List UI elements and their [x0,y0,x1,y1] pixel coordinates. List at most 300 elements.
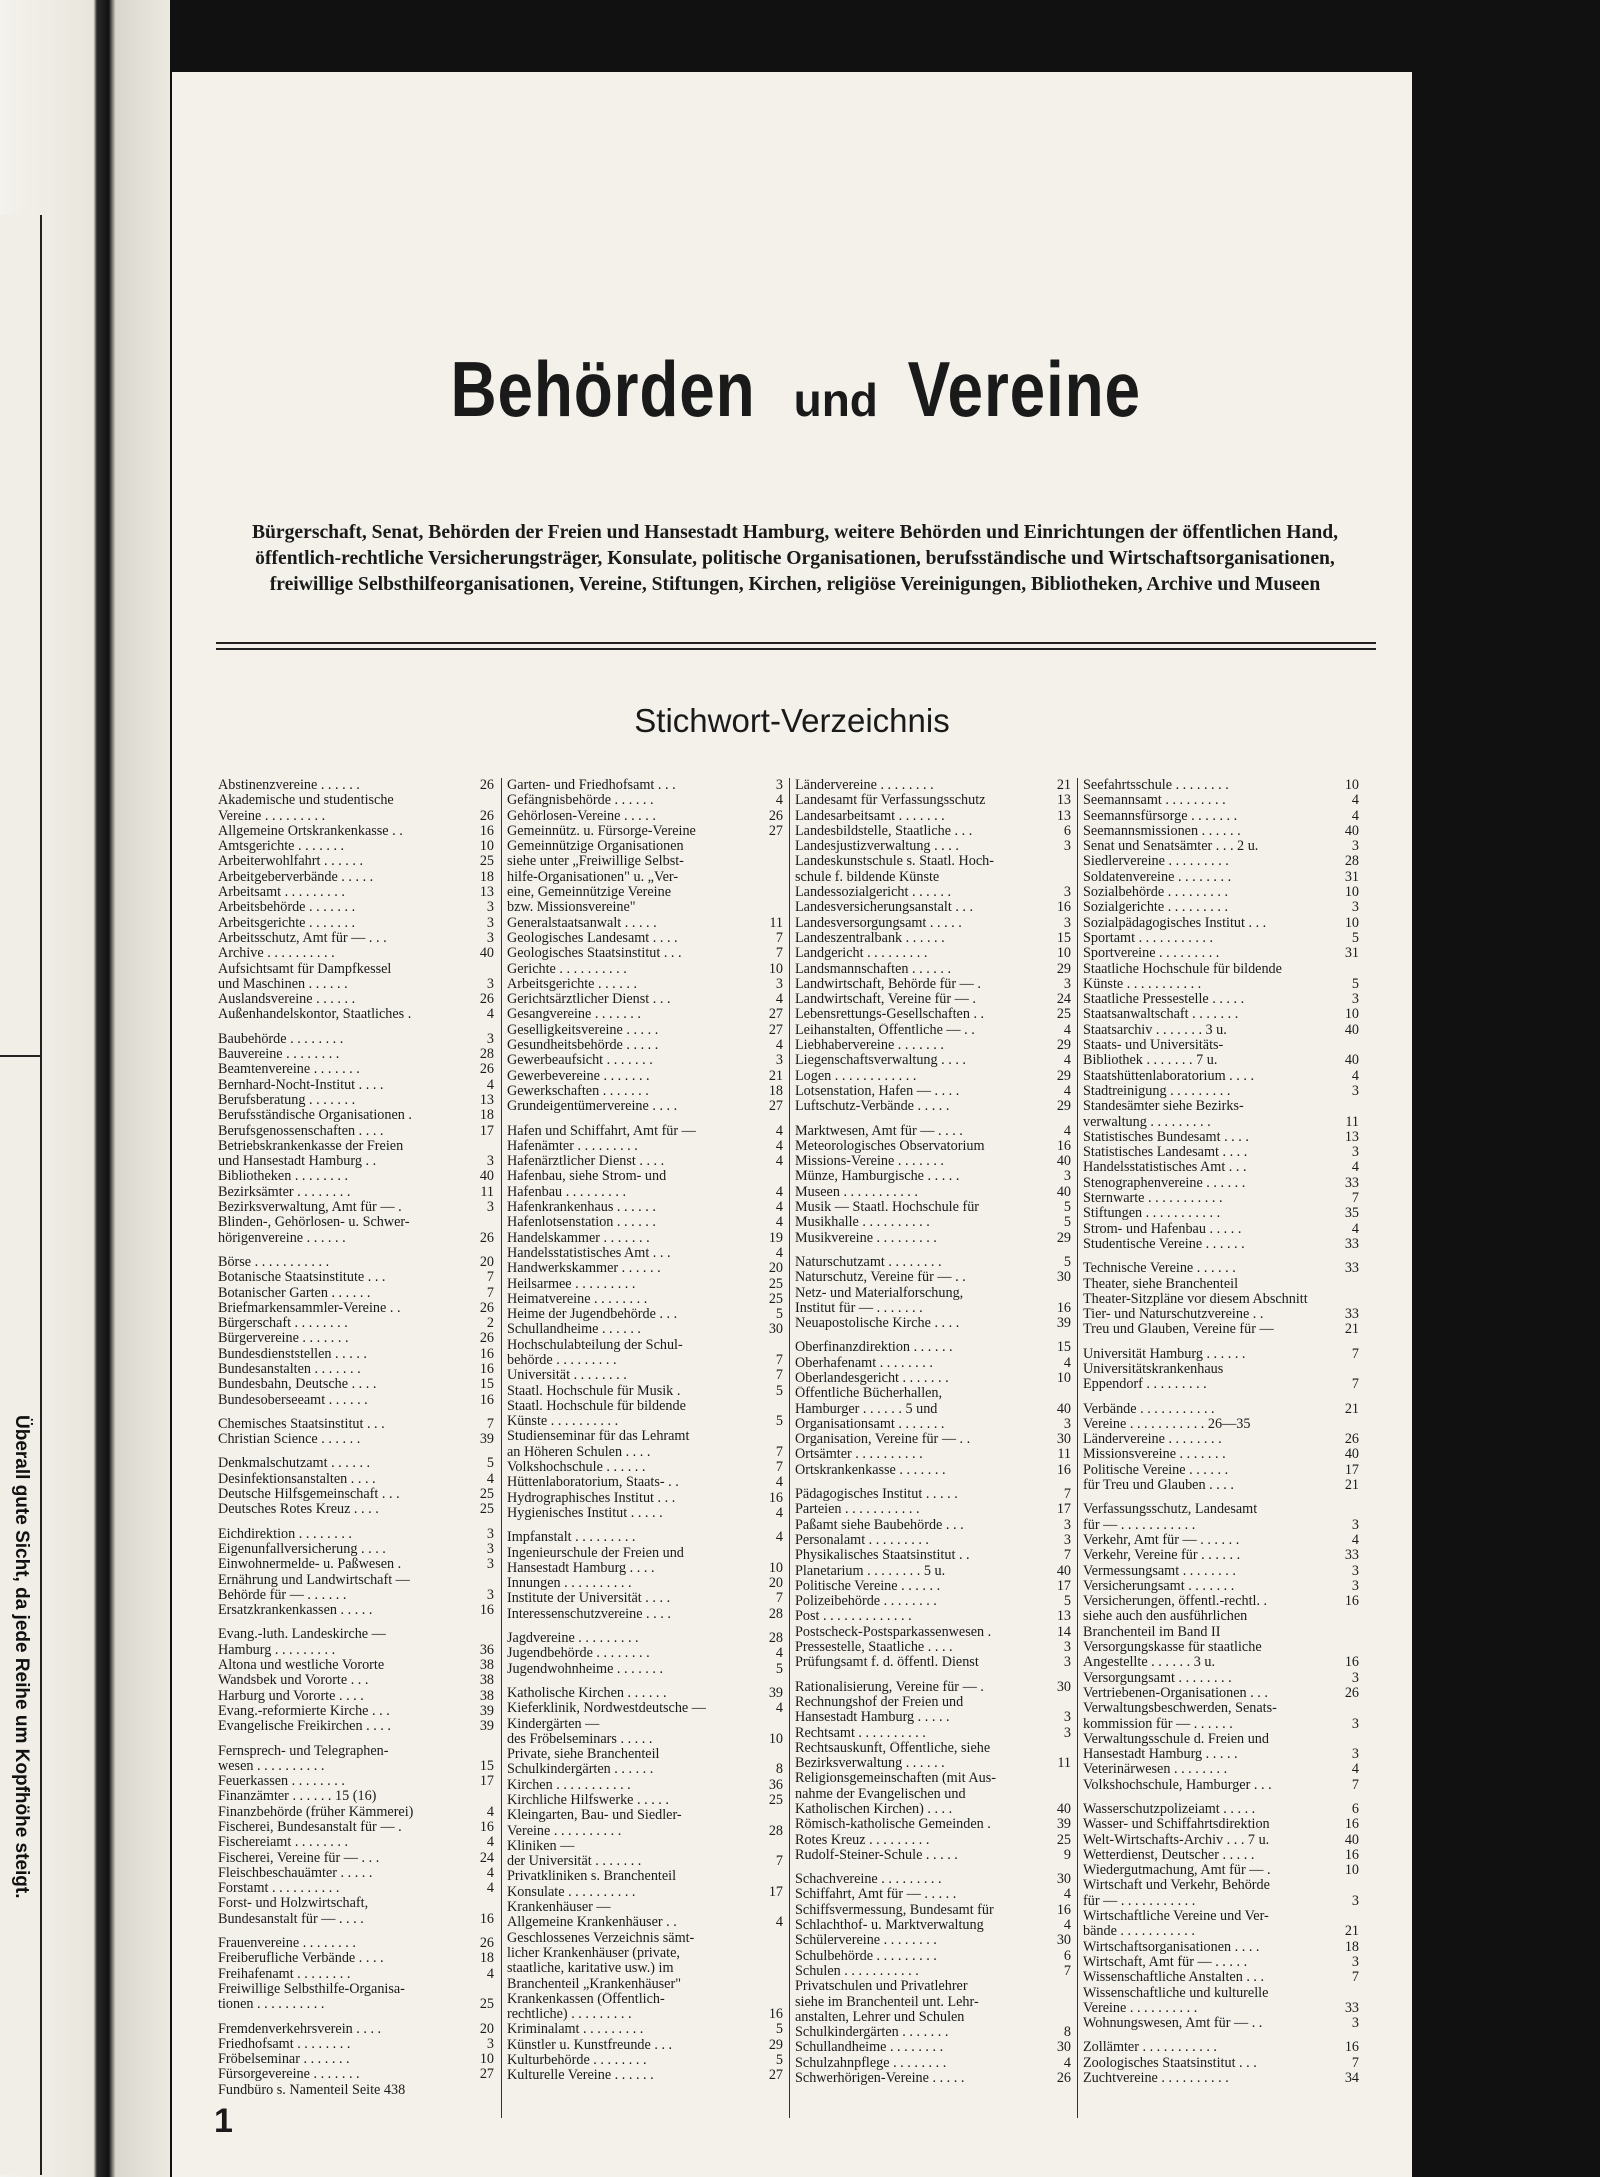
entry-term: Wasserschutzpolizeiamt . . . . . [1083,1802,1256,1817]
entry-term: Harburg und Vororte . . . . [218,1688,364,1704]
entry-term: Bundesanstalten . . . . . . . [218,1361,361,1377]
entry-page: 36 [479,1642,494,1658]
entry-term: Gesangvereine . . . . . . . [507,1007,641,1023]
entry-term: Hydrographisches Institut . . . [507,1490,676,1506]
entry-page: 40 [1344,1832,1359,1848]
index-entry [507,1322,783,1337]
entry-page: 40 [1344,823,1359,839]
entry-term: Gewerbevereine . . . . . . . [507,1068,650,1084]
entry-page [1338,1099,1359,1114]
entry-page: 33 [1344,2000,1359,2016]
entry-term: Schwerhörigen-Vereine . . . . . [795,2071,965,2087]
entry-page: 3 [1351,1145,1359,1161]
entry-page: 9 [1063,1847,1071,1863]
entry-page: 5 [1351,930,1359,946]
index-entry [507,1885,783,1900]
index-entry [795,946,1071,961]
entry-term: Landeskunstschule s. Staatl. Hoch- [795,854,994,870]
entry-page [1338,962,1359,977]
entry-page [473,1573,494,1588]
entry-term: Personalamt . . . . . . . . . [795,1532,929,1548]
entry-term: Künste . . . . . . . . . . [507,1414,619,1430]
entry-term: Freiwillige Selbsthilfe-Organisa- [218,1981,405,1997]
entry-page: 10 [768,1731,783,1747]
entry-term: Wiedergutmachung, Amt für — . [1083,1863,1271,1879]
entry-page [762,870,783,885]
index-entry [1083,1176,1359,1191]
entry-page: 26 [768,808,783,824]
index-entry [795,1933,1071,1948]
entry-term: Privatschulen und Privatlehrer [795,1979,968,1995]
entry-term: hilfe-Organisationen" u. „Ver- [507,869,679,885]
entry-term: Vereine . . . . . . . . . . [1083,2000,1198,2016]
entry-term: anstalten, Lehrer und Schulen [795,2009,965,2025]
index-entry [795,931,1071,946]
entry-page: 5 [775,1307,783,1323]
entry-term: Allgemeine Krankenhäuser . . [507,1915,677,1931]
entry-page: 16 [1344,1655,1359,1671]
entry-term: Staatshüttenlaboratorium . . . . [1083,1068,1255,1084]
entry-term: Geologisches Landesamt . . . . [507,930,678,946]
entry-term: Ingenieurschule der Freien und [507,1545,684,1561]
index-entry [1083,809,1359,824]
entry-page [473,1627,494,1642]
entry-term: Gewerbeaufsicht . . . . . . . [507,1053,653,1069]
entry-page: 3 [1063,976,1071,992]
entry-term: Polizeibehörde . . . . . . . . [795,1594,937,1610]
entry-term: Schullandheime . . . . . . . . [795,2040,944,2056]
entry-term: Lebensrettungs-Gesellschaften . . [795,1007,985,1023]
index-entry [507,2068,783,2083]
index-entry [218,1719,494,1734]
entry-page: 29 [1056,1099,1071,1115]
entry-page: 15 [1056,930,1071,946]
entry-term: Finanzbehörde (früher Kämmerei) [218,1804,414,1820]
entry-gap [218,1023,494,1032]
index-entry [795,1833,1071,1848]
entry-page: 4 [1351,1068,1359,1084]
entry-term: Börse . . . . . . . . . . . [218,1254,330,1270]
entry-page: 13 [1056,793,1071,809]
entry-term: Frauenvereine . . . . . . . . [218,1936,356,1952]
index-entry [795,1502,1071,1517]
entry-term: Ortskrankenkasse . . . . . . . [795,1462,946,1478]
index-entry [1083,1762,1359,1777]
entry-page: 10 [1344,885,1359,901]
entry-page [1338,1038,1359,1053]
entry-term: Paßamt siehe Baubehörde . . . [795,1517,964,1533]
index-entry [507,1701,783,1716]
index-column-3 [795,778,1071,2086]
entry-term: rechtliche) . . . . . . . . . [507,2007,632,2023]
entry-term: Hafenärztlicher Dienst . . . . [507,1154,665,1170]
index-entry [218,1231,494,1246]
entry-page: 40 [1344,1053,1359,1069]
entry-page: 40 [1056,1154,1071,1170]
entry-term: schule f. bildende Künste [795,869,940,885]
index-entry [507,1099,783,1114]
index-entry [795,1756,1071,1771]
index-entry [1083,1478,1359,1493]
index-entry [1083,1894,1359,1909]
entry-page: 29 [1056,1038,1071,1054]
entry-gap [218,1447,494,1456]
entry-term: Hansestadt Hamburg . . . . . [795,1710,950,1726]
entry-term: Liebhabervereine . . . . . . . [795,1038,944,1054]
index-entry [218,2083,494,2098]
entry-page: 3 [1351,1083,1359,1099]
entry-gap [795,1115,1071,1124]
entry-page: 11 [480,1184,494,1200]
entry-gap [1083,1493,1359,1502]
index-column-2 [507,778,783,2084]
entry-page: 4 [486,1471,494,1487]
entry-gap [1083,1338,1359,1347]
entry-term: Sozialgerichte . . . . . . . . . [1083,900,1228,916]
index-entry [1083,1848,1359,1863]
entry-term: Wissenschaftliche und kulturelle [1083,1985,1269,2001]
entry-term: Chemisches Staatsinstitut . . . [218,1416,385,1432]
entry-page [762,1992,783,2007]
entry-term: Verbände . . . . . . . . . . . [1083,1401,1215,1417]
entry-page: 3 [775,1053,783,1069]
index-entry [507,2007,783,2022]
entry-term: siehe auch den ausführlichen [1083,1609,1248,1625]
entry-term: Statistisches Bundesamt . . . . [1083,1129,1249,1145]
entry-term: Versorgungskasse für staatliche [1083,1640,1262,1656]
index-entry [218,2022,494,2037]
entry-page: 33 [1344,1175,1359,1191]
index-entry [218,1301,494,1316]
entry-page: 4 [775,1646,783,1662]
entry-term: Bundesanstalt für — . . . . [218,1911,364,1927]
entry-page: 21 [1344,1322,1359,1338]
index-entry [795,1270,1071,1285]
index-entry [1083,1145,1359,1160]
entry-page: 28 [1344,854,1359,870]
index-entry [507,1069,783,1084]
index-entry [1083,1261,1359,1276]
entry-page: 26 [1344,1685,1359,1701]
entry-page: 13 [1056,1609,1071,1625]
entry-page [1050,1995,1071,2010]
index-entry [795,1726,1071,1741]
entry-term: Soldatenvereine . . . . . . . . [1083,869,1232,885]
entry-term: siehe unter „Freiwillige Selbst- [507,854,684,870]
entry-term: Schülervereine . . . . . . . . [795,1933,937,1949]
entry-page: 3 [1063,1517,1071,1533]
entry-term: Einwohnermelde- u. Paßwesen . [218,1557,402,1573]
index-entry [795,778,1071,793]
entry-term: Blinden-, Gehörlosen- u. Schwer- [218,1215,410,1231]
entry-page: 8 [1063,2025,1071,2041]
entry-page: 3 [486,1200,494,1216]
index-entry [1083,1206,1359,1221]
index-entry [507,1445,783,1460]
index-entry [1083,1594,1359,1609]
entry-page: 7 [775,1352,783,1368]
entry-term: Archive . . . . . . . . . . [218,946,335,962]
entry-term: Ländervereine . . . . . . . . [795,778,934,793]
entry-term: Wissenschaftliche Anstalten . . . [1083,1970,1265,1986]
entry-term: Botanischer Garten . . . . . . [218,1285,371,1301]
entry-page [762,1946,783,1961]
index-entry [795,1487,1071,1502]
entry-term: Konsulate . . . . . . . . . . [507,1884,636,1900]
index-entry [218,778,494,793]
entry-term: Strom- und Hafenbau . . . . . [1083,1221,1242,1237]
entry-page: 16 [479,1911,494,1927]
entry-page [1338,1625,1359,1640]
index-entry [1083,1747,1359,1762]
index-entry [1083,1655,1359,1670]
entry-term: licher Krankenhäuser (private, [507,1945,680,1961]
index-entry [218,824,494,839]
entry-term: Wirtschaft und Verkehr, Behörde [1083,1878,1270,1894]
index-entry [507,1607,783,1622]
index-entry [218,1967,494,1982]
entry-page: 33 [1344,1261,1359,1277]
entry-page: 4 [775,1245,783,1261]
entry-page: 4 [1063,1053,1071,1069]
index-entry [507,1778,783,1793]
entry-term: Vereine . . . . . . . . . . . 26—35 [1083,1416,1251,1432]
index-entry [1083,1402,1359,1417]
entry-term: Denkmalschutzamt . . . . . . [218,1456,371,1472]
entry-page: 26 [1056,2071,1071,2087]
entry-term: Treu und Glauben, Vereine für — [1083,1322,1274,1338]
entry-term: Evang.-reformierte Kirche . . . [218,1703,390,1719]
entry-page: 4 [1063,2055,1071,2071]
index-entry [1083,1292,1359,1307]
entry-term: Ernährung und Landwirtschaft — [218,1572,410,1588]
index-entry [1083,1502,1359,1517]
entry-page: 3 [486,1587,494,1603]
entry-page [762,1900,783,1915]
index-entry [1083,1099,1359,1114]
entry-term: Arbeitsamt . . . . . . . . . [218,885,345,901]
entry-term: Hamburg . . . . . . . . . [218,1642,336,1658]
entry-gap [218,1735,494,1744]
index-entry [218,1982,494,1997]
entry-term: eine, Gemeinnützige Vereine [507,885,672,901]
index-entry [507,1646,783,1661]
index-entry [218,1789,494,1804]
entry-page [762,854,783,869]
entry-page [1338,1909,1359,1924]
index-entry [1083,1701,1359,1716]
index-entry [218,1185,494,1200]
entry-page: 7 [775,930,783,946]
entry-page [762,900,783,915]
index-entry [1083,931,1359,946]
entry-page: 13 [1344,1129,1359,1145]
entry-page: 28 [768,1631,783,1647]
entry-term: Museen . . . . . . . . . . . [795,1184,918,1200]
entry-term: Oberhafenamt . . . . . . . . [795,1355,933,1371]
index-entry [795,1255,1071,1270]
index-entry [1083,1307,1359,1322]
entry-term: Bernhard-Nocht-Institut . . . . [218,1077,384,1093]
entry-term: Finanzämter . . . . . . 15 (16) [218,1789,377,1805]
entry-term: Staatl. Hochschule für Musik . [507,1383,681,1399]
index-entry [507,1261,783,1276]
index-entry [795,1007,1071,1022]
entry-page [473,1789,494,1804]
entry-page: 39 [479,1719,494,1735]
index-entry [218,1866,494,1881]
index-entry [795,1564,1071,1579]
entry-term: Postscheck-Postsparkassenwesen . [795,1624,992,1640]
entry-page: 16 [479,1346,494,1362]
index-entry [795,1185,1071,1200]
index-entry [218,962,494,977]
entry-page: 21 [768,1068,783,1084]
entry-term: Planetarium . . . . . . . . 5 u. [795,1563,946,1579]
index-entry [507,778,783,793]
index-entry [1083,1609,1359,1624]
index-entry [507,1307,783,1322]
entry-term: Marktwesen, Amt für — . . . . [795,1123,963,1139]
index-entry [795,1463,1071,1478]
entry-term: Freiberufliche Verbände . . . . [218,1951,384,1967]
index-entry [1083,885,1359,900]
entry-term: Fernsprech- und Telegraphen- [218,1743,389,1759]
index-entry [795,1023,1071,1038]
index-entry [1083,1322,1359,1337]
index-entry [1083,1878,1359,1893]
index-entry [795,1053,1071,1068]
index-entry [795,1139,1071,1154]
entry-term: Handelsstatistisches Amt . . . [1083,1160,1247,1176]
entry-term: Rechtsauskunft, Öffentliche, siehe [795,1740,991,1756]
entry-page [1338,1609,1359,1624]
index-entry [507,1384,783,1399]
double-rule-bottom [216,648,1376,650]
entry-term: Abstinenzvereine . . . . . . [218,778,360,793]
index-entry [218,946,494,961]
entry-term: Bezirksämter . . . . . . . . [218,1184,351,1200]
entry-page: 16 [1056,1138,1071,1154]
index-entry [218,1851,494,1866]
index-entry [795,1695,1071,1710]
side-advert-text: Überall gute Sicht, da jede Reihe um Kopfhöhe steigt. [11,1415,32,1899]
index-entry [795,1386,1071,1401]
entry-term: Bibliotheken . . . . . . . . [218,1169,349,1185]
entry-term: Bundesoberseeamt . . . . . . [218,1392,368,1408]
entry-term: Jagdvereine . . . . . . . . . [507,1631,639,1647]
entry-page: 3 [1063,1655,1071,1671]
index-entry [507,1124,783,1139]
index-entry [218,931,494,946]
entry-term: Gehörlosen-Vereine . . . . . [507,808,656,824]
entry-page: 3 [1351,900,1359,916]
index-entry [507,1506,783,1521]
entry-page: 35 [1344,1206,1359,1222]
entry-term: Münze, Hamburgische . . . . . [795,1169,960,1185]
index-entry [507,1023,783,1038]
index-entry [507,1084,783,1099]
entry-term: Hüttenlaboratorium, Staats- . . [507,1475,679,1491]
entry-term: Kriminalamt . . . . . . . . . [507,2022,644,2038]
index-entry [507,854,783,869]
entry-page [473,793,494,808]
index-entry [218,1377,494,1392]
entry-term: Fundbüro s. Namenteil Seite 438 [218,2082,406,2098]
entry-gap [1083,2031,1359,2040]
index-entry [1083,1053,1359,1068]
entry-term: für — . . . . . . . . . . . [1083,1517,1196,1533]
index-entry [795,962,1071,977]
entry-page [762,1429,783,1444]
entry-term: Gerichte . . . . . . . . . . [507,961,627,977]
entry-term: Hafenbau . . . . . . . . . [507,1184,626,1200]
entry-page: 39 [1056,1316,1071,1332]
entry-term: Bezirksverwaltung, Amt für — . [218,1200,402,1216]
entry-term: Rechtsamt . . . . . . . . . . [795,1725,926,1741]
index-entry [218,1032,494,1047]
entry-term: bände . . . . . . . . . . . [1083,1924,1195,1940]
entry-term: Wasser- und Schiffahrtsdirektion [1083,1817,1270,1833]
entry-gap [507,1677,783,1686]
entry-term: Jugendwohnheime . . . . . . . [507,1661,664,1677]
entry-term: nahme der Evangelischen und [795,1786,966,1802]
index-column-4 [1083,778,1359,2086]
entry-term: Bezirksverwaltung . . . . . . [795,1756,945,1772]
index-entry [795,977,1071,992]
entry-page: 3 [1063,1532,1071,1548]
entry-term: Missions-Vereine . . . . . . . [795,1154,944,1170]
index-entry [795,1640,1071,1655]
index-entry [507,946,783,961]
entry-page: 4 [775,1138,783,1154]
entry-term: Arbeiterwohlfahrt . . . . . . [218,854,363,870]
entry-page: 34 [1344,2071,1359,2087]
index-entry [218,1215,494,1230]
index-entry [1083,1625,1359,1640]
entry-term: Luftschutz-Verbände . . . . . [795,1099,950,1115]
entry-term: Verwaltungsschule d. Freien und [1083,1731,1269,1747]
index-entry [507,1591,783,1606]
entry-term: Berufsständische Organisationen . [218,1108,412,1124]
entry-term: bzw. Missionsvereine" [507,900,636,916]
entry-term: Evangelische Freikirchen . . . . [218,1719,391,1735]
entry-page: 16 [479,1603,494,1619]
index-entry [795,1518,1071,1533]
index-entry [218,900,494,915]
entry-term: Krankenkassen (Öffentlich- [507,1991,665,2007]
entry-term: staatliche, karitative usw.) im [507,1961,674,1977]
index-entry [1083,992,1359,1007]
index-entry [1083,1732,1359,1747]
index-entry [795,870,1071,885]
entry-page: 16 [479,1361,494,1377]
entry-page: 39 [1056,1817,1071,1833]
entry-page: 16 [479,1392,494,1408]
index-entry [218,1557,494,1572]
entry-term: siehe im Branchenteil unt. Lehr- [795,1994,979,2010]
entry-page: 3 [1063,1416,1071,1432]
entry-term: Kirchen . . . . . . . . . . . [507,1777,631,1793]
entry-page: 4 [775,1038,783,1054]
index-entry [507,1185,783,1200]
entry-page: 25 [479,1502,494,1518]
entry-page [762,839,783,854]
index-entry [218,1643,494,1658]
index-entry [507,1292,783,1307]
entry-page: 24 [479,1850,494,1866]
entry-term: Hygienisches Institut . . . . . [507,1505,663,1521]
